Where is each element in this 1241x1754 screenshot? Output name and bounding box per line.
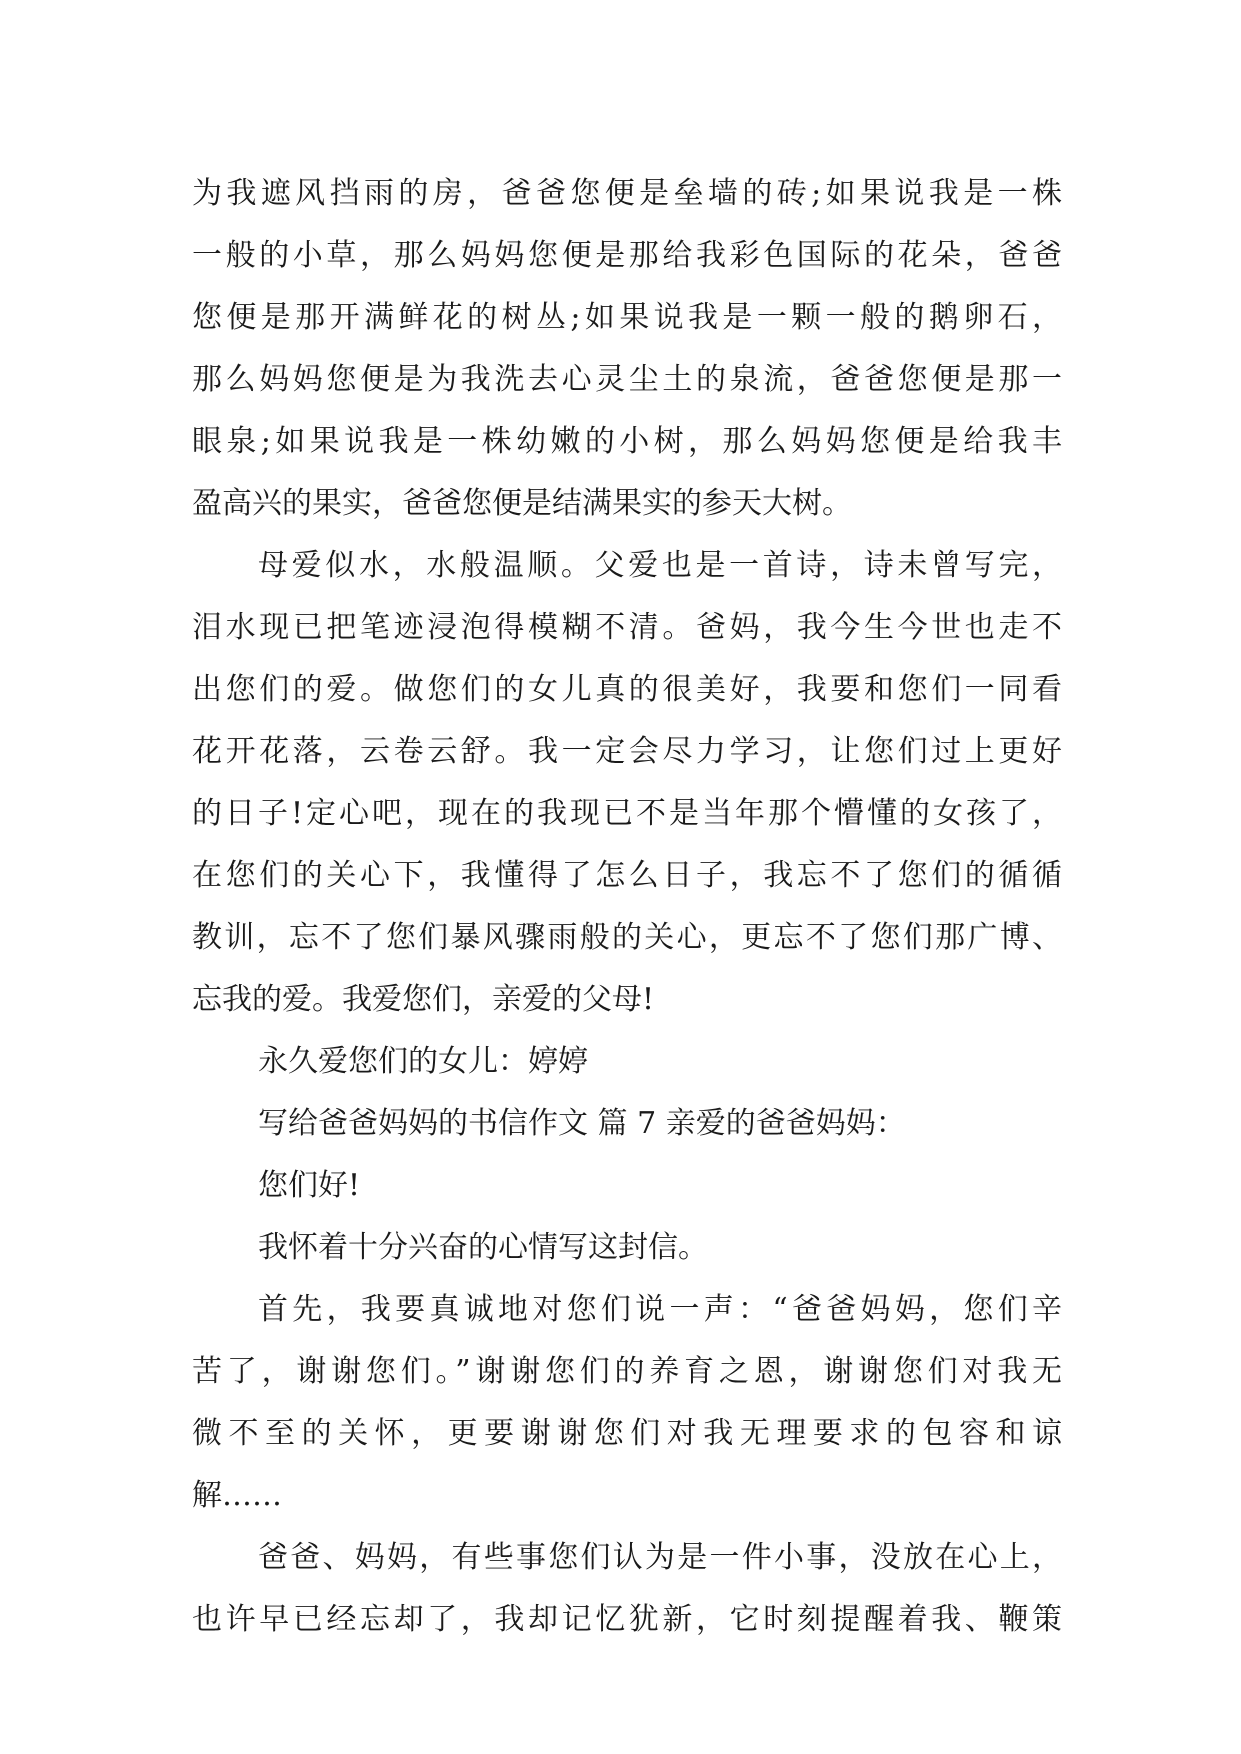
text-line: 微不至的关怀，更要谢谢您们对我无理要求的包容和谅 xyxy=(192,1416,1062,1451)
text-line: 那么妈妈您便是为我洗去心灵尘土的泉流，爸爸您便是那一 xyxy=(192,362,1062,397)
greeting-line: 您们好! xyxy=(258,1168,361,1203)
text-line: 为我遮风挡雨的房，爸爸您便是垒墙的砖;如果说我是一株 xyxy=(192,176,1062,211)
text-line: 解…… xyxy=(192,1478,282,1513)
paragraph-first-line: 爸爸、妈妈，有些事您们认为是一件小事，没放在心上， xyxy=(258,1540,1062,1575)
text-line: 泪水现已把笔迹浸泡得模糊不清。爸妈，我今生今世也走不 xyxy=(192,610,1062,645)
signature-line: 永久爱您们的女儿：婷婷 xyxy=(258,1044,588,1079)
text-line: 盈高兴的果实，爸爸您便是结满果实的参天大树。 xyxy=(192,486,852,521)
text-line: 也许早已经忘却了，我却记忆犹新，它时刻提醒着我、鞭策 xyxy=(192,1602,1062,1637)
section-heading: 写给爸爸妈妈的书信作文 篇 7 亲爱的爸爸妈妈： xyxy=(258,1106,906,1141)
text-line: 的日子!定心吧，现在的我现已不是当年那个懵懂的女孩了， xyxy=(192,796,1062,831)
text-line: 苦了，谢谢您们。”谢谢您们的养育之恩，谢谢您们对我无 xyxy=(192,1354,1062,1389)
text-line: 眼泉;如果说我是一株幼嫩的小树，那么妈妈您便是给我丰 xyxy=(192,424,1062,459)
text-line: 教训，忘不了您们暴风骤雨般的关心，更忘不了您们那广博、 xyxy=(192,920,1062,955)
text-line: 忘我的爱。我爱您们，亲爱的父母! xyxy=(192,982,655,1017)
text-line: 一般的小草，那么妈妈您便是那给我彩色国际的花朵，爸爸 xyxy=(192,238,1062,273)
text-line: 花开花落，云卷云舒。我一定会尽力学习，让您们过上更好 xyxy=(192,734,1062,769)
text-line: 在您们的关心下，我懂得了怎么日子，我忘不了您们的循循 xyxy=(192,858,1062,893)
paragraph-first-line: 母爱似水，水般温顺。父爱也是一首诗，诗未曾写完， xyxy=(258,548,1062,583)
paragraph-first-line: 我怀着十分兴奋的心情写这封信。 xyxy=(258,1230,708,1265)
text-line: 出您们的爱。做您们的女儿真的很美好，我要和您们一同看 xyxy=(192,672,1062,707)
text-line: 您便是那开满鲜花的树丛;如果说我是一颗一般的鹅卵石， xyxy=(192,300,1062,335)
paragraph-first-line: 首先，我要真诚地对您们说一声：“爸爸妈妈，您们辛 xyxy=(258,1292,1062,1327)
letter-body xyxy=(192,163,1062,1651)
